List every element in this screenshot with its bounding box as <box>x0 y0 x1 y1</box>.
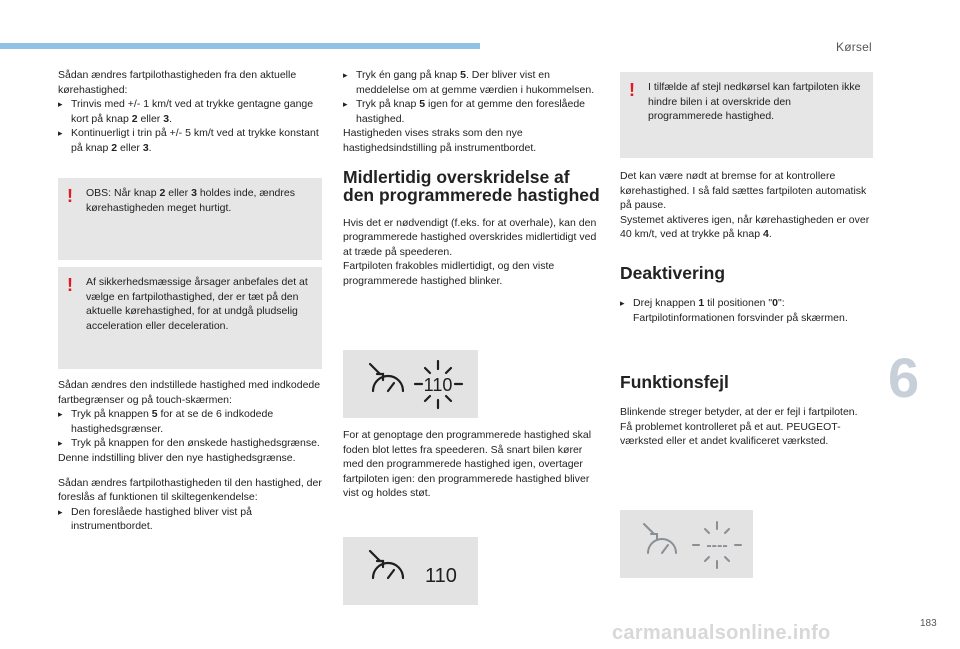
list-item: ▸ Tryk på knap 5 igen for at gemme den foreslåede hastighed. <box>343 98 586 125</box>
paragraph: Blinkende streger betyder, at der er fejl i fartpiloten. <box>620 406 858 419</box>
list-item: ▸ Trinvis med +/- 1 km/t ved at trykke gentagne gange kort på knap 2 eller 3. <box>58 98 314 125</box>
paragraph: Sådan ændres fartpilothastigheden fra den aktuelle kørehastighed: <box>58 69 297 96</box>
bullet-icon: ▸ <box>58 438 63 449</box>
top-accent-bar <box>0 43 480 49</box>
hand-icon <box>370 364 380 374</box>
warning-box: ! Af sikkerhedsmæssige årsager anbefales det at vælge en fartpilothastighed, der er tæt på den aktuelle kørehastighed, for at undgå pludselig acceleration eller deceleration. <box>58 267 322 369</box>
paragraph: Fartpiloten frakobles midlertidigt, og den viste programmerede hastighed blinker. <box>343 260 555 287</box>
speedometer-illustration <box>343 537 478 605</box>
list-item: ▸ Drej knappen 1 til positionen "0": Fartpilotinformationen forsvinder på skærmen. <box>620 296 848 324</box>
column-1-top <box>58 68 324 156</box>
column-2-top <box>343 68 601 289</box>
paragraph: Hvis det er nødvendigt (f.eks. for at overhale), kan den programmerede hastighed overskrides midlertidigt ved at træde på speederen. <box>343 216 597 258</box>
list-item: ▸ Tryk på knappen for den ønskede hastighedsgrænse. <box>58 437 320 450</box>
warning-icon: ! <box>629 80 635 100</box>
flash-ray-icon <box>705 529 709 533</box>
paragraph: Hastigheden vises straks som den nye hastighedsindstilling på instrumentbordet. <box>343 127 537 154</box>
section-title: Kørsel <box>836 40 872 54</box>
paragraph: Sådan ændres den indstillede hastighed med indkodede fartbegrænser og på touch-skærmen: <box>58 379 321 406</box>
warning-box: ! I tilfælde af stejl nedkørsel kan fartpiloten ikke hindre bilen i at overskride den programmerede hastighed. <box>620 72 873 158</box>
list-item: ▸ Tryk én gang på knap 5. Der bliver vist en meddelelse om at gemme værdien i hukommelsen. <box>343 69 595 96</box>
section-heading: Deaktivering <box>620 262 726 283</box>
paragraph: Det kan være nødt at bremse for at kontrollere kørehastighed. I så fald sættes fartpiloten automatisk på pause. <box>620 170 867 212</box>
section-heading: Funktionsfejl <box>620 372 729 393</box>
flash-ray-icon <box>425 396 430 401</box>
bullet-icon: ▸ <box>620 297 625 308</box>
page-number: 183 <box>920 618 937 629</box>
section-heading: Midlertidig overskridelse af den programmerede hastighed <box>343 166 600 205</box>
paragraph: Systemet aktiveres igen, når kørehastigheden er over 40 km/t, ved at trykke på knap 4. <box>620 213 870 241</box>
paragraph: Sådan ændres fartpilothastigheden til den hastighed, der foreslås af funktionen til skiltegenkendelse: <box>58 476 322 504</box>
warning-icon: ! <box>67 186 73 206</box>
cruise-control-fault-display <box>620 510 753 578</box>
cruise-control-display <box>343 537 478 605</box>
list-item: ▸ Tryk på knappen 5 for at se de 6 indkodede hastighedsgrænser. <box>58 408 274 435</box>
warning-box: ! OBS: Når knap 2 eller 3 holdes inde, ændres kørehastigheden meget hurtigt. <box>58 178 322 260</box>
column-3 <box>620 169 878 449</box>
hand-icon <box>651 534 657 540</box>
speed-value: 110 <box>423 375 453 395</box>
flash-ray-icon <box>705 557 709 561</box>
paragraph: For at genoptage den programmerede hastighed skal foden blot lettes fra speederen. Så snart bilen kører med den programmerede hastighed igen, overtager fartpiloten igen: den programmerede hastighed bliver vist og holdes støt. <box>343 429 592 500</box>
speed-value: 110 <box>425 565 457 587</box>
speedometer-fault-illustration <box>620 510 753 578</box>
warning-icon: ! <box>67 275 73 295</box>
bullet-icon: ▸ <box>343 99 348 110</box>
bullet-icon: ▸ <box>58 99 63 110</box>
paragraph: Få problemet kontrolleret på et aut. PEUGEOT-værksted eller et andet kvalificeret værksted. <box>620 420 841 448</box>
fault-dashes: ---- <box>706 537 728 554</box>
bullet-icon: ▸ <box>58 506 63 517</box>
flash-ray-icon <box>425 368 430 373</box>
speedometer-icon <box>373 563 403 578</box>
column-2-middle <box>343 428 601 501</box>
hand-icon <box>370 551 380 561</box>
speedometer-icon <box>373 376 403 391</box>
bullet-icon: ▸ <box>58 128 63 139</box>
list-item: ▸ Den foreslåede hastighed bliver vist på instrumentbordet. <box>58 505 252 533</box>
column-1-bottom <box>58 378 324 534</box>
speedometer-icon <box>648 539 676 553</box>
chapter-number: 6 <box>888 346 920 409</box>
cruise-control-display-flashing <box>343 350 478 418</box>
list-item: ▸ Kontinuerligt i trin på +/- 5 km/t ved at trykke konstant på knap 2 eller 3. <box>58 127 319 154</box>
bullet-icon: ▸ <box>58 409 63 420</box>
paragraph: Denne indstilling bliver den nye hastighedsgrænse. <box>58 451 296 464</box>
bullet-icon: ▸ <box>343 70 348 80</box>
flash-ray-icon <box>725 557 729 561</box>
hand-icon <box>644 524 654 534</box>
speedometer-flash-illustration <box>343 350 478 418</box>
flash-ray-icon <box>446 396 451 401</box>
flash-ray-icon <box>725 529 729 533</box>
flash-ray-icon <box>446 368 451 373</box>
watermark: carmanualsonline.info <box>612 622 831 644</box>
